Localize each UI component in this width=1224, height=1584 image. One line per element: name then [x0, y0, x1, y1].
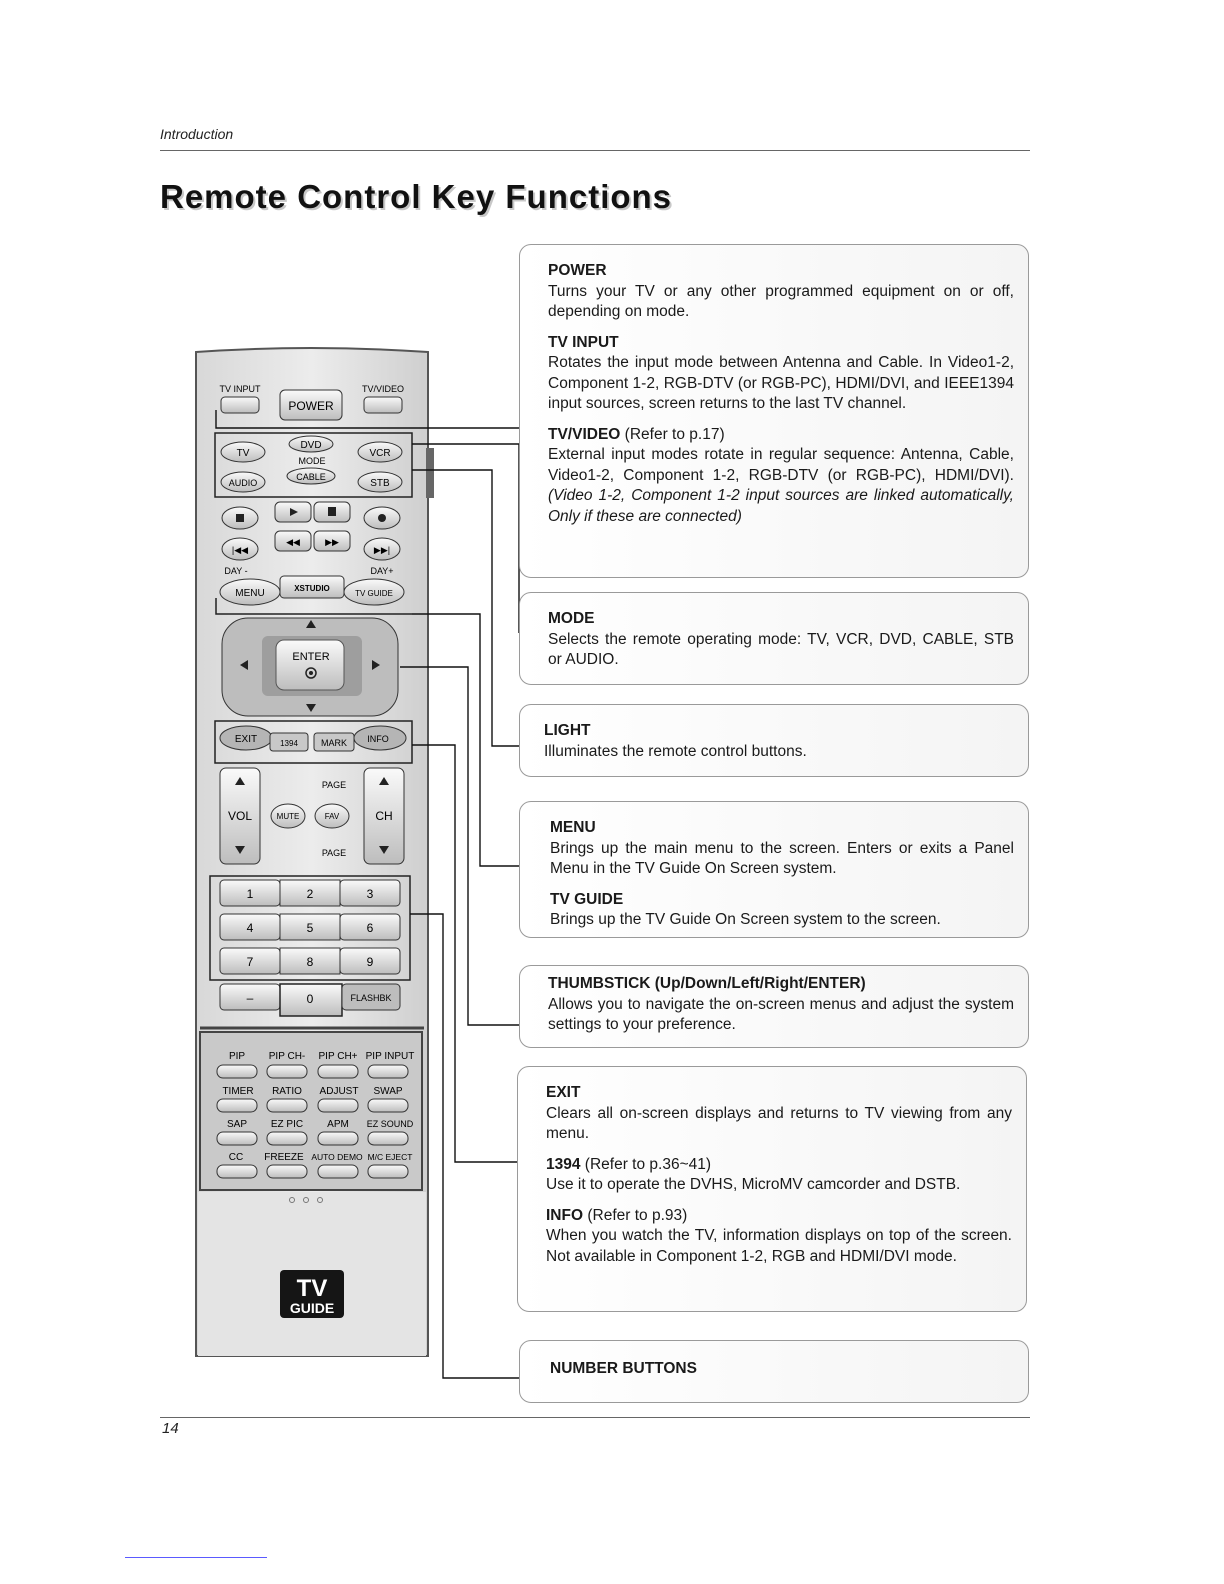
entry-reference: (Refer to p.17) — [624, 425, 725, 443]
ez-sound-button[interactable] — [368, 1132, 408, 1145]
entry-description: Use it to operate the DVHS, MicroMV camcorder and DSTB. — [546, 1176, 961, 1193]
mode-tv-label: TV — [236, 448, 250, 459]
digit-6-label: 6 — [366, 921, 374, 935]
exit-label: EXIT — [234, 734, 258, 745]
fast-forward-icon: ▶▶ — [325, 537, 339, 547]
swap-button[interactable] — [368, 1099, 408, 1112]
ratio-button[interactable] — [267, 1099, 307, 1112]
entry-title: TV/VIDEO — [548, 425, 621, 443]
digit-9-label: 9 — [366, 955, 374, 969]
vol-label: VOL — [227, 809, 253, 823]
pip-ch-minus-label: PIP CH- — [268, 1051, 306, 1062]
entry-description: Clears all on-screen displays and returns to TV viewing from any menu. — [546, 1104, 1012, 1142]
entry-title: 1394 — [546, 1155, 581, 1173]
enter-button[interactable] — [276, 640, 344, 690]
entry-description: Turns your TV or any other programmed equipment on or off, depending on mode. — [548, 282, 1014, 320]
cc-label: CC — [228, 1152, 244, 1163]
entry-title: LIGHT — [544, 722, 591, 739]
ez-pic-button[interactable] — [267, 1132, 307, 1145]
ez-pic-label: EZ PIC — [270, 1119, 304, 1130]
digit-4-label: 4 — [246, 921, 254, 935]
menu-box — [519, 801, 1029, 938]
pip-label: PIP — [228, 1051, 246, 1062]
skip-back-icon: |◀◀ — [231, 545, 249, 555]
skip-forward-icon: ▶▶| — [373, 545, 391, 555]
entry-note: (Video 1-2, Component 1-2 input sources are linked automatically, Only if these are connected) — [548, 487, 1014, 525]
dash-label: – — [246, 991, 254, 1005]
timer-button[interactable] — [217, 1099, 257, 1112]
mode-vcr-label: VCR — [369, 448, 391, 459]
tv-video-label: TV/VIDEO — [361, 384, 405, 394]
section-label: Introduction — [160, 126, 234, 142]
mode-cable-label: CABLE — [296, 472, 326, 482]
pip-input-button[interactable] — [368, 1065, 408, 1078]
entry-description: Selects the remote operating mode: TV, VCR, DVD, CABLE, STB or AUDIO. — [548, 630, 1014, 668]
exit-box — [517, 1066, 1027, 1312]
entry-description: Brings up the TV Guide On Screen system to the screen. — [550, 911, 941, 928]
tv-video-entry — [548, 425, 1014, 528]
day-minus-label: DAY - — [224, 566, 248, 576]
pip-ch-minus-button[interactable] — [267, 1065, 307, 1078]
ratio-label: RATIO — [272, 1086, 302, 1097]
digit-2-label: 2 — [306, 887, 314, 901]
mc-eject-button[interactable] — [368, 1165, 408, 1178]
entry-title: POWER — [548, 262, 607, 279]
power-entry — [548, 261, 1014, 323]
tv-guide-logo-bottom: GUIDE — [289, 1300, 335, 1316]
info-entry — [546, 1206, 1012, 1268]
power-box — [519, 244, 1029, 578]
tv-guide-entry — [550, 890, 1014, 931]
digit-7-label: 7 — [246, 955, 254, 969]
key-1394-label: 1394 — [280, 739, 298, 748]
apm-label: APM — [327, 1119, 349, 1130]
page-number: 14 — [162, 1420, 179, 1437]
page-down-label: PAGE — [321, 848, 347, 858]
entry-title: TV INPUT — [548, 333, 619, 351]
timer-label: TIMER — [222, 1086, 254, 1097]
digit-3-label: 3 — [366, 887, 374, 901]
pip-ch-plus-button[interactable] — [318, 1065, 358, 1078]
stop-icon — [236, 514, 244, 522]
tv-guide-key-label: TV GUIDE — [355, 589, 393, 598]
entry-description: Illuminates the remote control buttons. — [544, 742, 807, 760]
ch-label: CH — [375, 809, 393, 823]
mode-box — [519, 592, 1029, 685]
key-1394-entry — [546, 1155, 1012, 1196]
mode-entry — [548, 609, 1014, 671]
mode-stb-label: STB — [370, 478, 390, 489]
tv-input-button[interactable] — [221, 397, 259, 413]
entry-title: MENU — [550, 819, 596, 836]
freeze-label: FREEZE — [264, 1152, 304, 1163]
digit-1-label: 1 — [246, 887, 254, 901]
digit-0-label: 0 — [306, 992, 314, 1006]
footer-rule — [160, 1417, 1030, 1418]
mode-label: MODE — [298, 456, 326, 466]
entry-reference: (Refer to p.93) — [587, 1206, 688, 1224]
digit-8-label: 8 — [306, 955, 314, 969]
fav-label: FAV — [324, 812, 340, 821]
tv-video-button[interactable] — [364, 397, 402, 413]
digit-5-label: 5 — [306, 921, 314, 935]
xstudio-label: XSTUDIO — [294, 584, 330, 593]
freeze-button[interactable] — [267, 1165, 307, 1178]
tv-input-label: TV INPUT — [219, 384, 261, 394]
power-label: POWER — [288, 399, 334, 413]
light-box — [519, 704, 1029, 777]
thumbstick-entry — [548, 974, 1014, 1036]
entry-title: MODE — [548, 610, 595, 627]
sap-label: SAP — [226, 1119, 248, 1130]
exit-entry — [546, 1083, 1012, 1145]
light-button — [426, 448, 434, 498]
page-up-label: PAGE — [321, 780, 347, 790]
swap-label: SWAP — [373, 1086, 403, 1097]
pip-ch-plus-label: PIP CH+ — [318, 1051, 358, 1062]
entry-description: Rotates the input mode between Antenna and Cable. In Video1-2, Component 1-2, RGB-DTV (or RGB-PC), HDMI/DVI, and IEEE1394 input sources, screen returns to the last TV channel. — [548, 354, 1014, 412]
pip-input-label: PIP INPUT — [365, 1051, 415, 1062]
info-label: INFO — [367, 734, 389, 744]
adjust-button[interactable] — [318, 1099, 358, 1112]
entry-title: NUMBER BUTTONS — [550, 1360, 697, 1377]
tv-guide-logo-top: TV — [296, 1275, 328, 1302]
mc-eject-label: M/C EJECT — [367, 1152, 413, 1162]
thumbstick-box — [519, 965, 1029, 1048]
entry-description: Allows you to navigate the on-screen menus and adjust the system settings to your preference. — [548, 995, 1014, 1033]
menu-entry — [550, 818, 1014, 880]
entry-title: EXIT — [546, 1084, 581, 1101]
light-entry — [544, 721, 1014, 762]
entry-description: Brings up the main menu to the screen. Enters or exits a Panel Menu in the TV Guide On Screen system. — [550, 839, 1014, 877]
auto-demo-button[interactable] — [318, 1165, 358, 1178]
entry-title: INFO — [546, 1206, 584, 1224]
auto-demo-label: AUTO DEMO — [311, 1152, 363, 1162]
entry-title: TV GUIDE — [550, 890, 624, 908]
mode-audio-label: AUDIO — [228, 478, 258, 488]
record-icon — [378, 514, 386, 522]
enter-label: ENTER — [292, 651, 330, 663]
pip-button[interactable] — [217, 1065, 257, 1078]
number-buttons-box — [519, 1340, 1029, 1403]
menu-label: MENU — [235, 588, 265, 599]
sap-button[interactable] — [217, 1132, 257, 1145]
page-title: Remote Control Key Functions — [160, 178, 673, 215]
mute-label: MUTE — [276, 812, 300, 821]
number-buttons-entry — [550, 1359, 1014, 1380]
day-plus-label: DAY+ — [370, 566, 394, 576]
pause-icon — [328, 507, 336, 516]
entry-description: When you watch the TV, information displays on top of the screen. Not available in Component 1-2, RGB and HDMI/DVI mode. — [546, 1227, 1012, 1265]
entry-title: THUMBSTICK (Up/Down/Left/Right/ENTER) — [548, 975, 866, 992]
cc-button[interactable] — [217, 1165, 257, 1178]
mark-label: MARK — [320, 738, 348, 748]
rewind-icon: ◀◀ — [286, 537, 300, 547]
footer-underline — [125, 1557, 267, 1558]
apm-button[interactable] — [318, 1132, 358, 1145]
flashbk-label: FLASHBK — [350, 993, 392, 1003]
ez-sound-label: EZ SOUND — [366, 1119, 414, 1129]
entry-description: External input modes rotate in regular sequence: Antenna, Cable, Video1-2, Component 1-2, RGB-DTV (or RGB-PC), HDMI/DVI). — [548, 446, 1014, 484]
adjust-label: ADJUST — [319, 1086, 359, 1097]
mode-dvd-label: DVD — [300, 440, 322, 451]
entry-reference: (Refer to p.36~41) — [584, 1155, 712, 1173]
tv-input-entry — [548, 333, 1014, 415]
